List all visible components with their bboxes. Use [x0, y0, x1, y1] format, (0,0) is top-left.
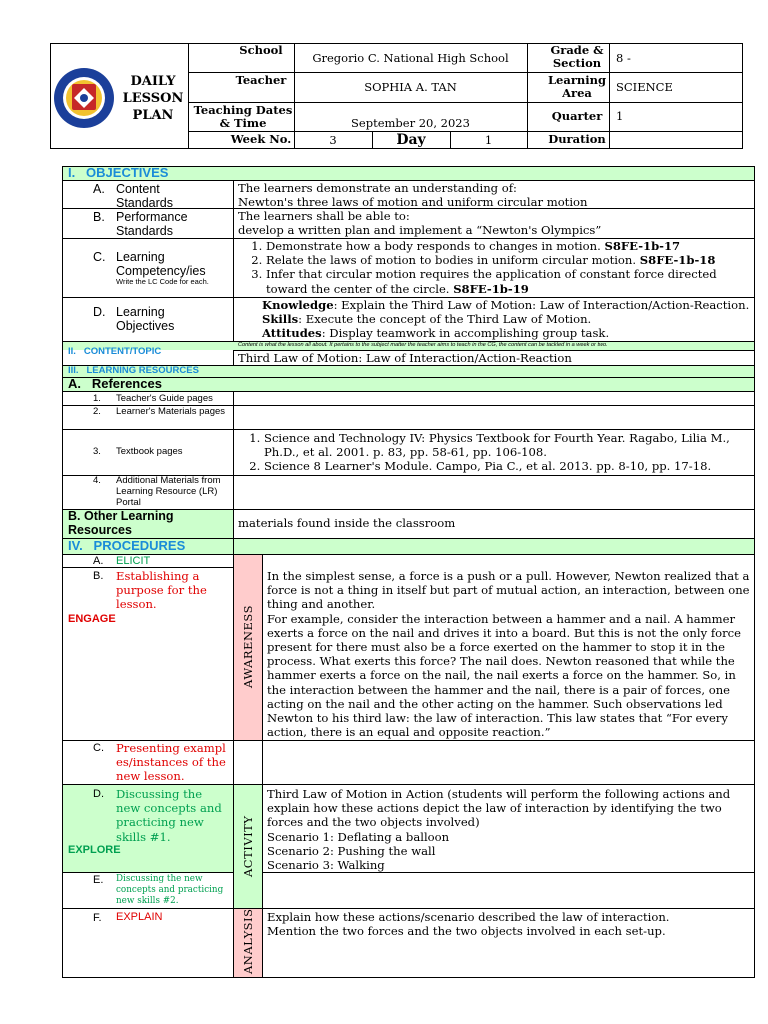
procedures-heading: IV. PROCEDURES [68, 538, 186, 553]
discussing-2-label: Discussing the new concepts and practicing new skills #2. [116, 874, 224, 906]
competency-label: Learning Competency/ies [116, 250, 206, 278]
content-line: Newton's three laws of motion and uniform circular motion [238, 195, 588, 210]
content-standards-text [238, 181, 588, 209]
awareness-paragraph: For example, consider the interaction between a hammer and a nail. A hammer exerts a force on the nail and drives it into a board. But this is not the only force present for there must also be a force exerted on the hammer to stop it in the process. What exerts this force? The nail does. Newton reasoned that while the hammer exerts a force on the nail, the nail exerts a force on the hammer. So, in the interaction between the hammer and the nail, there is a pair of forces, one acting on the nail and the other acting on the hammer. Such observations led Newton to his third law: the law of interaction. This law states that “For every action, there is an equal and opposite reaction.” [267, 611, 741, 740]
activity-label: ACTIVITY [241, 815, 255, 877]
establish-purpose-label: Establishing a purpose for the lesson. [116, 569, 207, 612]
grade-value: 8 - [616, 51, 631, 65]
learners-materials-label: Learner's Materials pages [116, 406, 226, 417]
seal-icon [52, 66, 116, 130]
awareness-paragraph: In the simplest sense, a force is a push or a pull. However, Newton realized that a force is not a thing in itself but part of mutual action, an interaction, between one thing and another. [267, 569, 750, 612]
performance-line: The learners shall be able to: [238, 209, 410, 223]
teacher-label: Teacher [235, 73, 287, 87]
teachers-guide-label: Teacher's Guide pages [116, 393, 213, 404]
title-line: LESSON [122, 91, 184, 106]
other-resources-value: materials found inside the classroom [238, 516, 456, 530]
competency-list [238, 239, 750, 296]
dates-value: September 20, 2023 [351, 116, 470, 130]
other-resources-label: B. Other Learning Resources [68, 509, 174, 537]
references-label: A. References [68, 376, 162, 391]
resource-num: 1. [93, 393, 101, 404]
presenting-letter: C. [93, 742, 104, 754]
content-topic-note: Content is what the lesson all about. It pertains to the subject matter the teacher aims to teach in the CG, the content can be tackled in a week or two. [238, 342, 608, 348]
explore-label: EXPLORE [68, 844, 121, 856]
content-standards-label: Content Standards [116, 182, 173, 210]
knowledge-line: Knowledge: Explain the Third Law of Motion: Law of Interaction/Action-Reaction. [262, 298, 750, 312]
week-label: Week No. [230, 132, 292, 146]
activity-line: Scenario 3: Walking [267, 858, 385, 873]
learning-objectives-text [262, 298, 749, 341]
school-label: School [239, 43, 283, 57]
content-standards-letter: A. [93, 182, 105, 196]
attitudes-line: Attitudes: Display teamwork in accomplishing group task. [262, 326, 610, 341]
textbook-item: 1. Science and Technology IV: Physics Textbook for Fourth Year. Ragabo, Lilia M., Ph.D., et al. 2001. p. 83, pp. 58-61, pp. 106-108. [264, 431, 750, 459]
textbook-item: 2. Science 8 Learner's Module. Campo, Pia C., et al. 2013. pp. 8-10, pp. 17-18. [264, 459, 750, 473]
lr-portal-label: Additional Materials from Learning Resource (LR) Portal [116, 475, 221, 508]
quarter-label: Quarter [551, 109, 603, 123]
grade-label: Grade & Section [550, 43, 604, 70]
resource-num: 4. [93, 475, 101, 486]
objectives-heading: I. OBJECTIVES [68, 165, 169, 180]
duration-label: Duration [548, 132, 606, 146]
resource-num: 3. [93, 446, 101, 457]
explain-label: EXPLAIN [116, 911, 163, 923]
analysis-text [267, 910, 753, 938]
textbook-label: Textbook pages [116, 446, 183, 457]
area-label: Learning Area [547, 73, 607, 100]
resources-heading: III. LEARNING RESOURCES [68, 365, 199, 376]
title-line: PLAN [132, 108, 174, 123]
plan-title [118, 73, 188, 124]
quarter-value: 1 [616, 109, 624, 123]
awareness-label: AWARENESS [241, 605, 255, 689]
area-value: SCIENCE [616, 80, 673, 94]
discussing-2-letter: E. [93, 874, 104, 886]
discussing-1-label: Discussing the new concepts and practicing new skills #1. [116, 787, 222, 844]
resource-num: 2. [93, 406, 101, 417]
textbook-list [238, 431, 750, 474]
engage-label: ENGAGE [68, 613, 116, 625]
dates-label: Teaching Dates & Time [193, 103, 293, 130]
explain-letter: F. [93, 912, 102, 924]
analysis-line: Explain how these actions/scenario described the law of interaction. [267, 910, 670, 924]
performance-line: develop a written plan and implement a “Newton's Olympics” [238, 223, 602, 238]
presenting-examples-label: Presenting examples/instances of the new lesson. [116, 741, 226, 784]
analysis-line: Mention the two forces and the two objects involved in each set-up. [267, 924, 666, 939]
discussing-1-letter: D. [93, 788, 104, 800]
content-line: The learners demonstrate an understanding of: [238, 181, 517, 195]
activity-line: Scenario 2: Pushing the wall [267, 843, 436, 858]
analysis-label: ANALYSIS [241, 908, 255, 974]
learning-objectives-letter: D. [93, 305, 106, 319]
establish-letter: B. [93, 570, 104, 582]
title-line: DAILY [130, 74, 176, 89]
teacher-value: SOPHIA A. TAN [364, 80, 457, 94]
deped-logo [52, 66, 116, 130]
content-topic-value: Third Law of Motion: Law of Interaction/Action-Reaction [238, 351, 572, 365]
performance-standards-letter: B. [93, 210, 105, 224]
school-value: Gregorio C. National High School [312, 51, 509, 65]
elicit-letter: A. [93, 555, 104, 567]
competency-note: Write the LC Code for each. [116, 277, 209, 286]
competency-letter: C. [93, 250, 106, 264]
performance-standards-label: Performance Standards [116, 210, 188, 238]
day-label: Day [396, 132, 426, 148]
competency-item: 2. Relate the laws of motion to bodies in uniform circular motion. S8FE-1b-18 [266, 253, 750, 267]
elicit-label: ELICIT [116, 555, 151, 567]
day-value: 1 [484, 133, 493, 147]
performance-standards-text [238, 209, 601, 237]
competency-item: 3. Infer that circular motion requires the application of constant force directed toward the center of the circle. S8FE-1b-19 [266, 267, 750, 295]
content-topic-heading: II. CONTENT/TOPIC [68, 346, 162, 357]
awareness-text [267, 569, 753, 739]
learning-objectives-label: Learning Objectives [116, 305, 175, 333]
activity-line: Scenario 1: Deflating a balloon [267, 829, 450, 844]
skills-line: Skills: Execute the concept of the Third Law of Motion. [262, 312, 592, 327]
week-value: 3 [329, 133, 337, 147]
competency-item: 1. Demonstrate how a body responds to changes in motion. S8FE-1b-17 [266, 239, 750, 253]
activity-text [267, 787, 753, 872]
activity-line: Third Law of Motion in Action (students will perform the following actions and explain how these actions depict the law of interaction by identifying the two forces and the two objects involved) [267, 787, 731, 830]
